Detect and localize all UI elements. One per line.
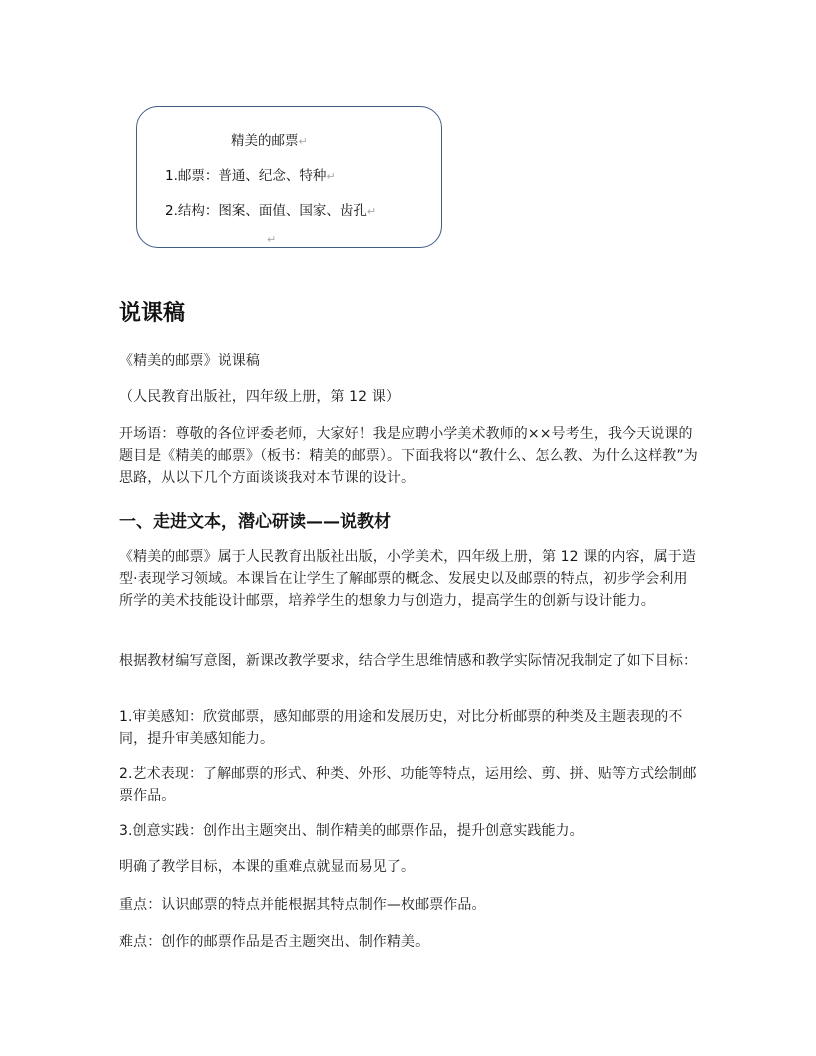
source-note: （人民教育出版社，四年级上册，第 12 课） <box>119 389 400 405</box>
goal-item: 1.审美感知：欣赏邮票，感知邮票的用途和发展历史，对比分析邮票的种类及主题表现的不同，提升审美感知能力。 <box>119 709 683 747</box>
board-title: 精美的邮票↵ <box>231 133 308 149</box>
paragraph-mark-icon: ↵ <box>326 170 336 183</box>
board-item-stamp-structure: 2.结构：图案、面值、国家、齿孔↵ <box>165 203 377 219</box>
goal-item: 3.创意实践：创作出主题突出、制作精美的邮票作品，提升创意实践能力。 <box>119 823 584 839</box>
document-subtitle: 《精美的邮票》说课稿 <box>119 353 260 369</box>
paragraph-mark-icon: ↵ <box>267 233 277 246</box>
textbook-analysis-paragraph: 《精美的邮票》属于人民教育出版社出版，小学美术，四年级上册，第 12 课的内容，属于造型·表现学习领域。本课旨在让学生了解邮票的概念、发展史以及邮票的特点，初步学会利用所学的美术技能设计邮票，培养学生的想象力与创造力，提高学生的创新与设计能力。 <box>119 549 697 609</box>
key-point-paragraph: 重点：认识邮票的特点并能根据其特点制作—枚邮票作品。 <box>119 897 486 913</box>
paragraph-mark-icon: ↵ <box>298 135 308 148</box>
board-item-stamp-types: 1.邮票：普通、纪念、特种↵ <box>165 168 336 184</box>
blackboard-design-box <box>136 106 442 248</box>
difficulty-paragraph: 难点：创作的邮票作品是否主题突出、制作精美。 <box>119 934 430 950</box>
section-heading: 一、走进文本，潜心研读——说教材 <box>119 512 391 532</box>
document-heading: 说课稿 <box>119 301 186 326</box>
goals-intro-paragraph: 根据教材编写意图，新课改教学要求，结合学生思维情感和教学实际情况我制定了如下目标： <box>119 653 698 669</box>
transition-paragraph: 明确了教学目标，本课的重难点就显而易见了。 <box>119 859 416 875</box>
goal-item: 2.艺术表现：了解邮票的形式、种类、外形、功能等特点，运用绘、剪、拼、贴等方式绘制邮票作品。 <box>119 766 697 804</box>
paragraph-mark-icon: ↵ <box>366 205 377 218</box>
opening-paragraph: 开场语：尊敬的各位评委老师，大家好！我是应聘小学美术教师的××号考生，我今天说课的题目是《精美的邮票》（板书：精美的邮票）。下面我将以“教什么、怎么教、为什么这样教”为思路，从以下几个方面谈谈我对本节课的设计。 <box>119 426 698 486</box>
